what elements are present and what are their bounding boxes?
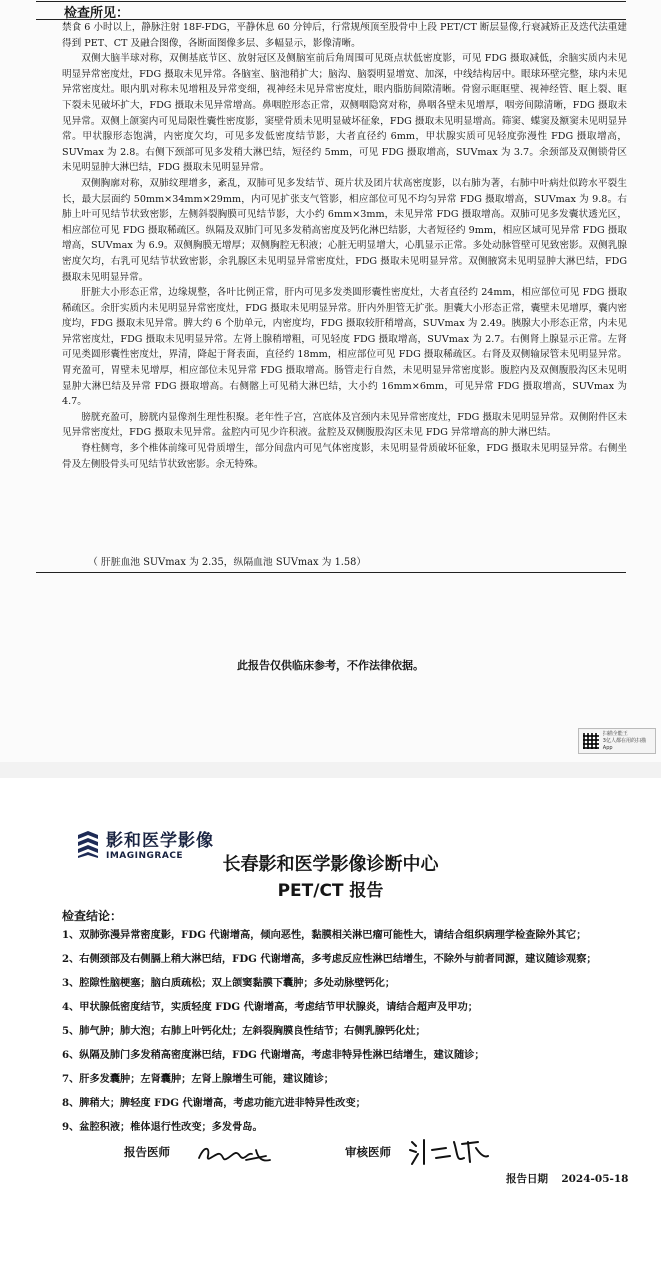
report-type: PET/CT 报告 xyxy=(277,881,384,901)
scanner-badge-title: 扫描全能王 xyxy=(602,730,628,737)
conclusion-item: 7、肝多发囊肿；左肾囊肿；左肾上腺增生可能，建议随诊； xyxy=(62,1073,334,1085)
findings-paragraph: 双侧胸廓对称，双肺纹理增多，紊乱，双肺可见多发结节、斑片状及团片状高密度影，以右肺为著，右肺中叶病灶似跨水平裂生长，最大层面约 50mm×34mm×29mm，内可见扩张支气管影，相应部位可见不均匀异常 FDG 摄取增高，SUVmax 为 9.8。右肺上叶可见结节状致密影，左侧斜裂胸膜可见结节影，大小约 6mm×3mm，未见异常 FDG 摄取增高。双肺可见多发囊状透光区，相应部位可见 FDG 摄取稀疏区。纵隔及双肺门可见多发稍高密度及钙化淋巴结影，大者短径约 9mm，相应区域可见异常 FDG 摄取增高，SUVmax 为 6.9。双侧胸膜无增厚；双侧胸腔无积液；心脏无明显增大，心肌显示正常。多处动脉管壁可见致密影。双侧乳腺密度欠均，右乳可见结节状致密影，余乳腺区未见明显异常密度灶，FDG 摄取未见明显异常。双侧腋窝未见明显肿大淋巴结，FDG 摄取未见明显异常。 xyxy=(62,177,627,283)
findings-paragraph: 膀胱充盈可，膀胱内显像剂生理性积聚。老年性子宫，宫底体及宫颈内未见异常密度灶，FDG 摄取未见明显异常。双侧附件区未见异常密度灶，FDG 摄取未见异常。盆腔内可见少许积液。盆腔及双侧腹股沟区未见 FDG 异常增高的肿大淋巴结。 xyxy=(62,411,627,439)
report-date xyxy=(506,1171,628,1186)
scanner-badge-subtitle: 3亿人都在用的扫描App xyxy=(602,737,646,751)
qr-code-icon xyxy=(583,733,599,749)
findings-paragraph: 双侧大脑半球对称，双侧基底节区、放射冠区及侧脑室前后角周围可见斑点状低密度影，可见 FDG 摄取减低，余脑实质内未见明显异常密度灶，FDG 摄取未见异常。各脑室、脑池稍扩大；脑沟、脑裂明显增宽、加深，中线结构居中。眼球环壁完整，球内未见异常密度灶。眼内肌对称未见增粗及异常变细，视神经未见异常密度灶，眼内脂肪间隙清晰。骨窗示眶眶壁、视神经管、眶上裂、眶下裂未见破坏扩大，FDG 摄取未见异常增高。鼻咽腔形态正常，双侧咽隐窝对称，鼻咽各壁未见增厚，咽旁间隙清晰，FDG 摄取未见异常。双侧上颌窦内可见局限性囊性密度影，窦壁骨质未见明显破坏征象，FDG 摄取未见明显增高。筛窦、蝶窦及额窦未见明显异常。甲状腺形态饱满，内密度欠均，可见多发低密度结节影，大者直径约 6mm，甲状腺实质可见轻度弥漫性 FDG 摄取增高，SUVmax 为 2.8。右侧下颈部可见多发稍大淋巴结，短径约 5mm，可见 FDG 摄取增高，SUVmax 为 3.7。余颈部及双侧锁骨区未见明显肿大淋巴结，FDG 摄取未见明显异常。 xyxy=(62,53,627,174)
findings-paragraph: 肝脏大小形态正常，边缘规整，各叶比例正常，肝内可见多发类圆形囊性密度灶，大者直径约 24mm，相应部位可见 FDG 摄取稀疏区。余肝实质内未见明显异常密度灶，FDG 摄取未见明显异常。肝内外胆管无扩张。胆囊大小形态正常，囊壁未见增厚，囊内密度均，FDG 摄取未见异常。脾大约 6 个肋单元，内密度均，FDG 摄取较肝稍增高，SUVmax 为 2.49。胰腺大小形态正常，内未见异常密度灶，FDG 摄取未见明显异常。左肾上腺稍增粗，可见轻度 FDG 摄取增高，SUVmax 为 2.7。右侧肾上腺显示正常。左肾可见类圆形囊性密度灶，界清，降起于肾表面，直径约 18mm，相应部位可见 FDG 摄取稀疏区。右肾及双侧输尿管未见明显异常。胃充盈可，胃壁未见增厚，相应部位未见异常 FDG 摄取增高。肠管走行自然，未见明显异常密度影。腹腔内及双侧腹股沟区未见明显肿大淋巴结及异常 FDG 摄取增高。右侧髂上可见稍大淋巴结，大小约 16mm×6mm，可见异常 FDG 摄取增高，SUVmax 为 4.7。 xyxy=(62,287,627,408)
report-doctor-label: 报告医师 xyxy=(124,1145,170,1159)
scanner-badge xyxy=(578,728,656,754)
conclusion-item: 9、盆腔积液；椎体退行性改变；多发骨岛。 xyxy=(62,1121,263,1133)
findings-paragraph: 禁食 6 小时以上，静脉注射 18F-FDG，平静休息 60 分钟后，行常规颅顶至股骨中上段 PET/CT 断层显像,行衰减矫正及迭代法重建得到 PET、CT 及融合图像，各断面图像多层、多幅显示，影像清晰。 xyxy=(62,22,627,49)
logo-english-name: IMAGINGRACE xyxy=(106,851,184,861)
report-date-value: 2024-05-18 xyxy=(561,1173,629,1185)
report-doctor-signature-icon xyxy=(196,1140,276,1168)
blood-pool-footnote: （ 肝脏血池 SUVmax 为 2.35，纵隔血池 SUVmax 为 1.58） xyxy=(88,557,367,568)
review-doctor-label: 审核医师 xyxy=(345,1145,391,1159)
conclusion-item: 4、甲状腺低密度结节，实质轻度 FDG 代谢增高，考虑结节甲状腺炎，请结合超声及甲功； xyxy=(62,1001,478,1013)
conclusion-item: 3、腔隙性脑梗塞；脑白质疏松；双上颌窦黏膜下囊肿；多处动脉壁钙化； xyxy=(62,977,396,989)
conclusion-item: 1、双肺弥漫异常密度影，FDG 代谢增高，倾向恶性，黏膜相关淋巴瘤可能性大，请结合组织病理学检查除外其它； xyxy=(62,929,587,941)
conclusion-item: 6、纵隔及肺门多发稍高密度淋巴结，FDG 代谢增高，考虑非特异性淋巴结增生，建议随诊； xyxy=(62,1049,485,1061)
conclusion-title: 检查结论： xyxy=(62,909,123,923)
bottom-rule xyxy=(36,572,626,573)
logo-chinese-name: 影和医学影像 xyxy=(106,831,214,851)
conclusion-item: 5、肺气肿；肺大泡；右肺上叶钙化灶；左斜裂胸膜良性结节；右侧乳腺钙化灶； xyxy=(62,1025,426,1037)
review-doctor-signature-icon xyxy=(406,1134,492,1170)
conclusion-item: 2、右侧颈部及右侧膈上稍大淋巴结，FDG 代谢增高，多考虑反应性淋巴结增生，不除外与前者同源，建议随诊观察； xyxy=(62,953,597,965)
conclusion-item: 8、脾稍大；脾轻度 FDG 代谢增高，考虑功能亢进非特异性改变； xyxy=(62,1097,366,1109)
findings-body xyxy=(62,20,627,472)
center-name: 长春影和医学影像诊断中心 xyxy=(222,854,439,875)
conclusion-list xyxy=(62,928,632,1144)
report-date-label: 报告日期 xyxy=(506,1173,548,1185)
findings-title: 检查所见： xyxy=(64,6,130,21)
findings-paragraph: 脊柱侧弯，多个椎体前缘可见骨质增生，部分间盘内可见气体密度影，未见明显骨质破坏征象，FDG 摄取未见明显异常。右侧坐骨及左侧股骨头可见结节状致密影。余无特殊。 xyxy=(62,443,627,470)
disclaimer: 此报告仅供临床参考，不作法律依据。 xyxy=(237,659,424,672)
